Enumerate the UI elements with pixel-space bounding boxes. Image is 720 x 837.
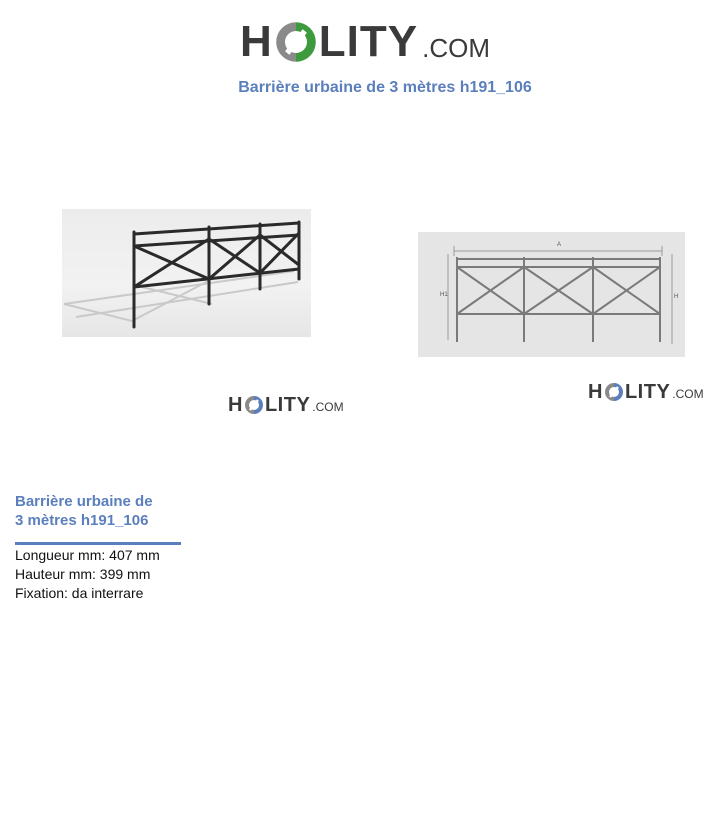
spec-length: Longueur mm: 407 mm	[15, 547, 160, 563]
logo-letters-lity: LITY	[624, 381, 671, 403]
logo-tld: .COM	[312, 400, 344, 414]
dimension-label-h1: H1	[440, 292, 448, 298]
logo-letter-h: H	[240, 17, 273, 66]
logo-tld: .COM	[422, 33, 490, 63]
logo-letter-h: H	[588, 381, 603, 403]
barrier-photo[interactable]	[62, 209, 311, 337]
holity-watermark-logo	[588, 378, 704, 402]
logo-letters-lity: LITY	[318, 17, 419, 66]
logo-tld: .COM	[672, 387, 704, 401]
holity-watermark-logo	[228, 391, 344, 415]
title-divider	[15, 542, 181, 545]
logo-o-icon	[274, 20, 318, 64]
technical-drawing[interactable]	[418, 232, 685, 357]
dimension-label-h: H	[674, 294, 679, 300]
technical-drawing-illustration	[418, 232, 685, 357]
logo-o-icon	[244, 395, 264, 415]
dimension-label-a: A	[557, 242, 562, 248]
logo-letter-h: H	[228, 394, 243, 416]
product-specs	[15, 546, 160, 603]
page-title: Barrière urbaine de 3 mètres h191_106	[238, 79, 532, 96]
holity-logo[interactable]	[240, 14, 490, 64]
product-title-line-1: Barrière urbaine de	[15, 493, 153, 510]
logo-letters-lity: LITY	[264, 394, 311, 416]
logo-o-icon	[604, 382, 624, 402]
spec-height: Hauteur mm: 399 mm	[15, 566, 151, 582]
barrier-photo-illustration	[62, 209, 311, 337]
product-title	[15, 492, 185, 530]
spec-fixing: Fixation: da interrare	[15, 585, 144, 601]
product-title-line-2: 3 mètres h191_106	[15, 512, 149, 529]
